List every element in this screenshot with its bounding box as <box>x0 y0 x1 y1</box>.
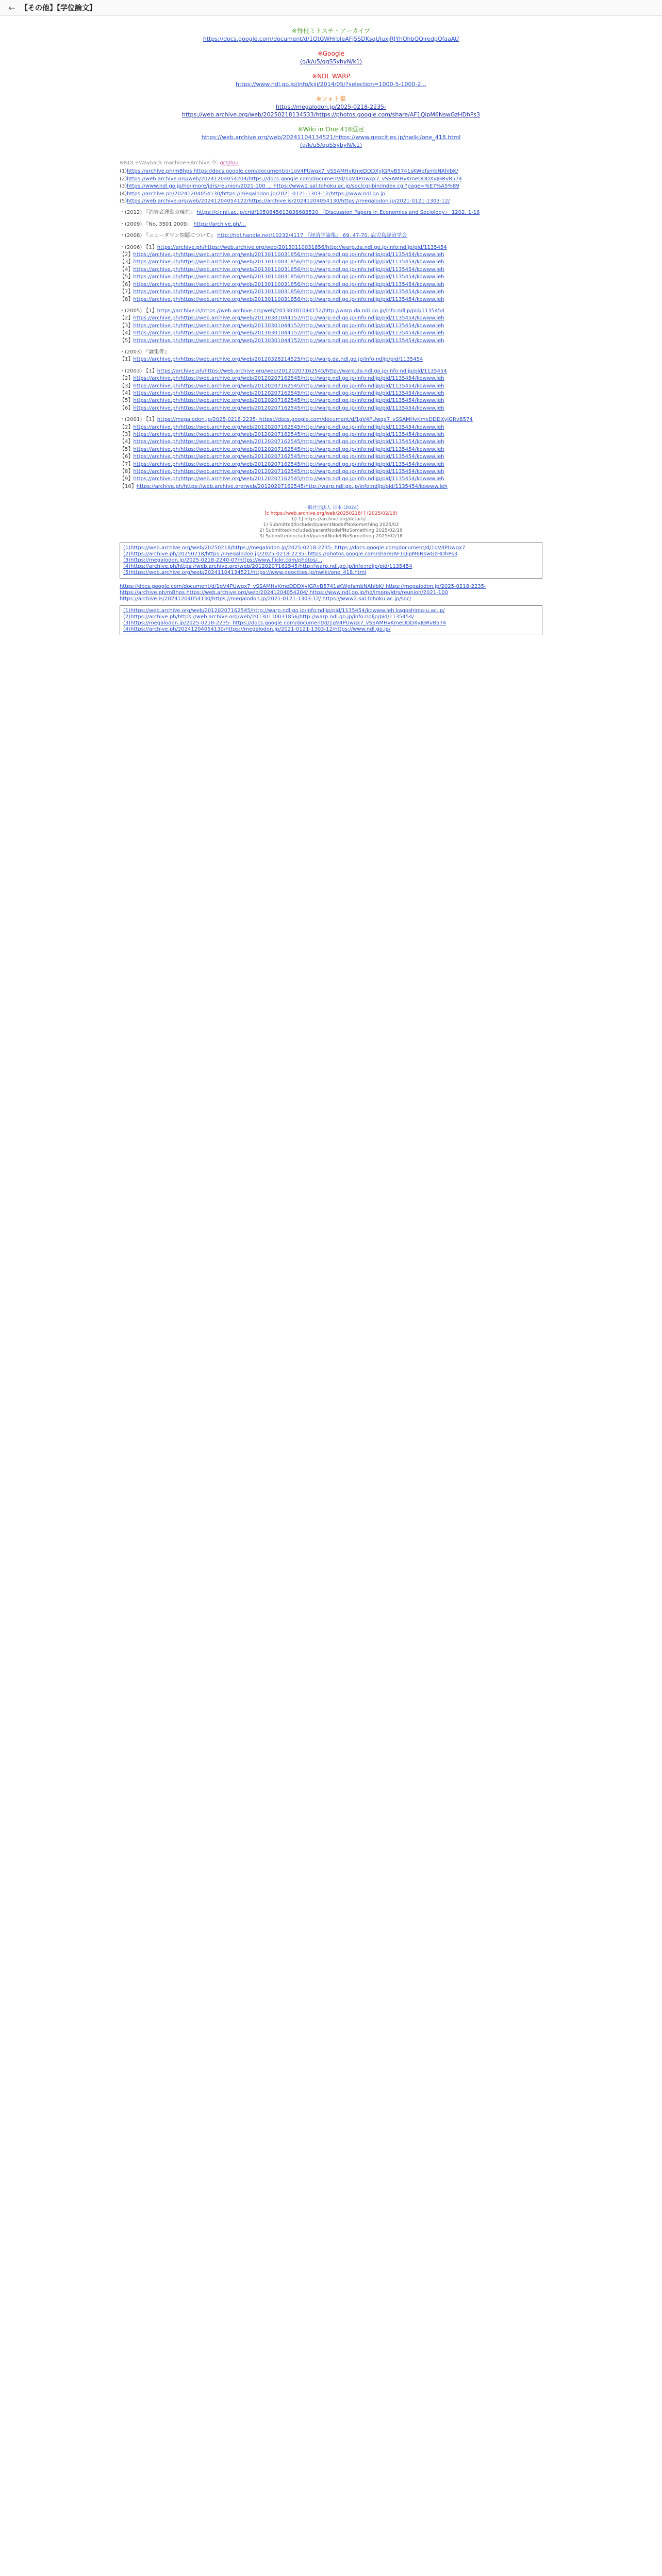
entry-label: 【8】 <box>120 469 134 475</box>
entry-line <box>120 425 542 431</box>
reference-lines <box>120 511 542 539</box>
entry-label: 【4】 <box>120 266 134 273</box>
entry-label: ・(2005) 【1】 <box>120 308 157 314</box>
entry-link[interactable]: https://archive.ph/https://web.archive.org/web/20120207162545/http://warp.ndl.go.jp/info:ndljp/pid/1135454/kowww.leh <box>133 390 444 396</box>
entry-line <box>120 454 542 460</box>
entry-label: 【4】 <box>120 439 134 445</box>
entry-link[interactable]: https://archive.ph/https://web.archive.org/web/20120207162545/http://warp.ndl.go.jp/info:ndljp/pid/1135454/kowww.leh <box>133 454 444 460</box>
reference-line: 3) Submitted/included/parentNodeIfNoSomething 2025/02/18 <box>259 534 403 539</box>
top-section-heading: ※NDL WARP <box>312 73 350 80</box>
entry-label: (2) <box>120 176 127 182</box>
page-content <box>120 16 542 635</box>
archive-line-link[interactable]: gcs/h/u <box>220 160 239 166</box>
entry-link[interactable]: https://archive.ph/https://web.archive.org/web/20120207162545/http://warp.ndl.go.jp/info:ndljp/pid/1135454/kowww.leh <box>133 424 444 430</box>
entry-link[interactable]: https://web.archive.org/web/20241204054204/https://docs.google.com/document/d/1gV4PUwqx7_vSSAMHvKmeDDDXyJGRvB574 <box>127 176 462 182</box>
entry-link[interactable]: https://archive.ph/https://web.archive.org/web/20130110031856/http://warp.ndl.go.jp/info:ndljp/pid/1135454/kowww.leh <box>133 252 444 258</box>
entry-line <box>120 383 542 389</box>
entry-label: ・(2001) 【1】 <box>120 417 157 423</box>
link-blurb <box>120 584 542 602</box>
back-arrow-icon[interactable]: ← <box>8 3 15 13</box>
entry-label: 【2】 <box>120 424 134 430</box>
bottom-box-link[interactable]: (1)https://web.archive.org/web/20120207162545/http://warp.ndl.go.jp/info:ndljp/pid/1135454/kowww.leh.kagoshima-u.ac.jp/ <box>123 608 445 614</box>
page-title: 【その他】【学位論文】 <box>21 4 96 12</box>
entry-link[interactable]: https://cir.nii.ac.jp/crid/1050845613838683520 『Discussion Papers in Economics and Sociology』 1202. 1-16 <box>196 210 480 216</box>
top-section <box>120 95 542 118</box>
entry-line <box>120 245 542 251</box>
entry-link[interactable]: https://archive.ph/https://web.archive.org/web/20120207162545/http://warp.ndl.go.jp/info:ndljp/pid/1135454/kowww.leh <box>133 398 444 404</box>
entry-link[interactable]: https://archive.ph/https://web.archive.org/web/20120207162545/http://warp.ndl.go.jp/info:ndljp/pid/1135454/kowww.leh <box>133 405 444 411</box>
entry-label: 【6】 <box>120 454 134 460</box>
entry-line <box>120 222 542 228</box>
top-section-link[interactable]: https://web.archive.org/web/20250218134533/https://photos.google.com/share/AF1QipM6NswGzHDhPs3 <box>181 111 481 118</box>
entry-label: 【3】 <box>120 432 134 437</box>
entry-link[interactable]: https://web.archive.org/web/20241204054122/https://archive.is/20241204054130/https://megalodon.jp/2021-0121-1303-12/ <box>127 198 450 205</box>
entry-link[interactable]: https://archive.is/https://web.archive.org/web/20130301044152/http://warp.da.ndl.go.jp/info:ndljp/pid/1135454 <box>157 308 445 314</box>
entry-label: 【3】 <box>120 383 134 389</box>
entry-line <box>120 210 542 216</box>
blurb-link[interactable]: https://archive.is/20241204054130/https://megalodon.jp/2021-0121-1303-12/ https://www2.sal.tohoku.ac.jp/soc/ <box>120 596 411 602</box>
link-box <box>120 543 542 579</box>
entry-list <box>120 168 542 490</box>
blurb-link[interactable]: https://docs.google.com/document/d/1gV4PUwqx7_vSSAMHvKmeDDDXyJGRvB5741sKWgfsmbNAhIbK/ https://megalodon.jp/2025-0218-2235- <box>120 584 486 590</box>
reference-line: [c https://web.archive.org/web/20250218/ ] (2025/02/18) <box>264 511 398 517</box>
entry-link[interactable]: https://archive.ph/https://web.archive.org/web/20120328214525/http://warp.da.ndl.go.jp/info:ndljp/pid/1135454 <box>133 357 423 363</box>
entry-label: ・(2003) 【1】 <box>120 368 157 374</box>
top-section-heading: ※フォト集 <box>316 95 346 103</box>
entry-line <box>120 368 542 375</box>
entry-line <box>120 191 542 197</box>
entry-label: 【2】 <box>120 252 134 258</box>
top-section-link[interactable]: https://megalodon.jp/2025-0218-2235- <box>275 104 387 110</box>
entry-label: 【4】 <box>120 390 134 396</box>
entry-line <box>120 376 542 382</box>
entry-link[interactable]: https://archive.ph/https://web.archive.org/web/20120207162545/http://warp.ndl.go.jp/info:ndljp/pid/1135454/kowww.leh <box>136 483 448 489</box>
entry-line <box>120 267 542 273</box>
entry-label: 【1】 <box>120 357 134 363</box>
entry-link[interactable]: https://archive.ph/https://web.archive.org/web/20130110031856/http://warp.ndl.go.jp/info:ndljp/pid/1135454/kowww.leh <box>133 296 444 302</box>
entry-label: 【2】 <box>120 376 134 382</box>
bottom-link-box <box>120 605 542 635</box>
top-section-heading: ※脊柱ミトスチ・アーカイブ <box>291 27 371 35</box>
entry-link[interactable]: https://archive.ph/https://web.archive.org/web/20120207162545/http://warp.ndl.go.jp/info:ndljp/pid/1135454/kowww.leh <box>133 446 444 452</box>
entry-label: 【2】 <box>120 315 134 321</box>
entry-label: 【5】 <box>120 337 134 344</box>
entry-line <box>120 282 542 288</box>
entry-link[interactable]: https://archive.ph/https://web.archive.org/web/20120207162545/http://warp.da.ndl.go.jp/info:ndljp/pid/1135454 <box>157 368 447 374</box>
entry-link[interactable]: https://archive.ph/mBhps https://docs.google.com/document/d/1gV4PUwqx7_vSSAMHvKmeDDDXyJGRvB5741sKWgfsmbNAhIbK/ <box>127 168 458 175</box>
entry-label: ・(2008) 『ニュータウン問題について』 <box>120 233 218 239</box>
entry-label: 【3】 <box>120 259 134 265</box>
blurb-link[interactable]: https://archive.ph/mBhps https://web.archive.org/web/20241204054204/ https://www.ndl.go.jp/ho/jmore/jdrs/reunion/2021-100 <box>120 590 448 596</box>
entry-label: (5) <box>120 198 127 205</box>
top-bar <box>0 0 662 16</box>
entry-link[interactable]: https://archive.ph/... <box>193 221 246 227</box>
entry-line <box>120 447 542 453</box>
bottom-box-link[interactable]: (4)https://archive.ph/20241204054130/https://megalodon.jp/2021-0121-1303-12/https://www.ndl.go.jp/ <box>123 626 391 633</box>
top-section <box>120 27 542 43</box>
reference-line: (i) 1] https://archive.org/details/... <box>291 517 371 522</box>
entry-link[interactable]: https://archive.ph/https://web.archive.org/web/20120207162545/http://warp.ndl.go.jp/info:ndljp/pid/1135454/kowww.leh <box>133 439 444 445</box>
archive-line-prefix: ※NDL+Wayback machine+Archive.今: <box>120 160 220 166</box>
entry-line <box>120 259 542 265</box>
entry-label: 【8】 <box>120 296 134 302</box>
entry-link[interactable]: https://archive.ph/https://web.archive.org/web/20120207162545/http://warp.ndl.go.jp/info:ndljp/pid/1135454/kowww.leh <box>133 461 444 467</box>
entry-line <box>120 357 542 363</box>
bottom-box-link[interactable]: (3)https://megalodon.jp/2025-0218-2235- https://docs.google.com/document/d/1gV4PUwqx7_vSSAMHvKmeDDDXyJGRvB574 <box>123 620 446 626</box>
reference-line: 1) Submitted/included/parentNodeIfNoSomething 2025/02 <box>263 522 399 528</box>
entry-link[interactable]: https://archive.ph/https://web.archive.org/web/20120207162545/http://warp.ndl.go.jp/info:ndljp/pid/1135454/kowww.leh <box>133 376 444 382</box>
entry-line <box>120 405 542 412</box>
entry-line <box>120 315 542 321</box>
top-section-heading: ※Wiki in One 418選定 <box>297 126 365 133</box>
entry-line <box>120 462 542 468</box>
entry-line <box>120 198 542 205</box>
top-sections <box>120 27 542 149</box>
box-link[interactable]: (1)https://web.archive.org/web/20250218/https://megalodon.jp/2025-0218-2235- https://docs.google.com/document/d/1gV4PUwqx7 <box>123 545 466 551</box>
entry-link[interactable]: https://archive.ph/https://web.archive.org/web/20130110031856/http://warp.ndl.go.jp/info:ndljp/pid/1135454/kowww.leh <box>133 281 444 287</box>
entry-line <box>120 398 542 404</box>
entry-line <box>120 289 542 295</box>
entry-label: ・(2012) 『消費者運動の現在』 <box>120 210 197 216</box>
entry-line <box>120 308 542 314</box>
top-section-link[interactable]: (g/k/u5/qqS5ybyN/k1) <box>300 142 362 148</box>
entry-line <box>120 274 542 280</box>
entry-label: 【3】 <box>120 323 134 329</box>
entry-line <box>120 476 542 482</box>
reference-title: 一般社団法人 日本 (2024) <box>303 505 359 511</box>
entry-label: 【10】 <box>120 483 137 489</box>
entry-line <box>120 338 542 344</box>
entry-line <box>120 417 542 423</box>
entry-label: 【6】 <box>120 405 134 411</box>
entry-line <box>120 323 542 329</box>
entry-line <box>120 297 542 303</box>
entry-label: ・(2006) 【1】 <box>120 244 157 250</box>
box-link[interactable]: (4)https://archive.ph/https://web.archive.org/web/20120207162545/http://warp.ndl.go.jp/info:ndljp/pid/1135454 <box>123 564 412 570</box>
entry-label: 【7】 <box>120 461 134 467</box>
entry-line <box>120 469 542 475</box>
entry-line <box>120 439 542 445</box>
entry-label: 【5】 <box>120 398 134 404</box>
top-section-link[interactable]: https://docs.google.com/document/d/1QtGWHrbIeAFJ5SDKsqUluxjRJYhOhbQQiredpQfaaAt/ <box>203 36 459 42</box>
entry-line <box>120 176 542 182</box>
entry-link[interactable]: https://archive.ph/https://web.archive.org/web/20130301044152/http://warp.ndl.go.jp/info:ndljp/pid/1135454/kowww.leh <box>133 323 444 329</box>
entry-line: ・(2003) 『論集等』 <box>120 349 170 355</box>
entry-link[interactable]: https://archive.ph/https://web.archive.org/web/20130110031856/http://warp.ndl.go.jp/info:ndljp/pid/1135454/kowww.leh <box>133 274 444 280</box>
entry-label: (1) <box>120 168 127 175</box>
top-section <box>120 126 542 149</box>
entry-line <box>120 484 542 490</box>
entry-link[interactable]: https://archive.ph/https://web.archive.org/web/20130110031856/http://warp.ndl.go.jp/info:ndljp/pid/1135454/kowww.leh <box>133 289 444 295</box>
top-section <box>120 73 542 88</box>
entry-line <box>120 252 542 258</box>
entry-label: (4) <box>120 191 127 197</box>
top-section-heading: ※Google <box>317 50 345 57</box>
entry-link[interactable]: https://archive.ph/https://web.archive.org/web/20130110031856/http://warp.da.ndl.go.jp/info:ndljp/pid/1135454 <box>157 244 447 250</box>
box-link[interactable]: (5)https://web.archive.org/web/20241104134521/https://www.geocities.jp/nwiki/one_418.html <box>123 570 367 576</box>
entry-link[interactable]: https://archive.ph/https://web.archive.org/web/20120207162545/http://warp.ndl.go.jp/info:ndljp/pid/1135454/kowww.leh <box>133 476 444 482</box>
entry-link[interactable]: https://archive.ph/20241204054130/https://megalodon.jp/2021-0121-1303-12/https://www.ndl.go.jp <box>127 191 386 197</box>
entry-link[interactable]: http://hdl.handle.net/10232/4117 『経済学論集』 69. 47-70. 鹿児島経済学会 <box>217 233 407 239</box>
entry-label: 【6】 <box>120 281 134 287</box>
top-section-link[interactable]: (g/k/u5/qqS5ybyN/k1) <box>300 58 362 65</box>
top-section-link[interactable]: https://www.ndl.go.jp/info/kiji/2014/05/?selection=1000-5-1000-2... <box>235 81 427 88</box>
entry-line <box>120 330 542 336</box>
entry-line <box>120 233 542 239</box>
entry-label: 【4】 <box>120 330 134 336</box>
reference-block <box>120 505 542 539</box>
entry-label: 【9】 <box>120 476 134 482</box>
entry-link[interactable]: https://archive.ph/https://web.archive.org/web/20120207162545/http://warp.ndl.go.jp/info:ndljp/pid/1135454/kowww.leh <box>133 469 444 475</box>
entry-label: 【7】 <box>120 289 134 295</box>
entry-link[interactable]: https://archive.ph/https://web.archive.org/web/20130301044152/http://warp.ndl.go.jp/info:ndljp/pid/1135454/kowww.leh <box>133 337 444 344</box>
entry-link[interactable]: https://archive.ph/https://web.archive.org/web/20130301044152/http://warp.ndl.go.jp/info:ndljp/pid/1135454/kowww.leh <box>133 315 444 321</box>
entry-label: ・(2009) 『No. 3501 2009』 <box>120 221 194 227</box>
entry-line <box>120 168 542 175</box>
document-body <box>120 160 542 490</box>
entry-label: 【5】 <box>120 274 134 280</box>
entry-link[interactable]: https://archive.ph/https://web.archive.org/web/20120207162545/http://warp.ndl.go.jp/info:ndljp/pid/1135454/kowww.leh <box>133 383 444 389</box>
top-section-link[interactable]: https://web.archive.org/web/20241104134521/https://www.geocities.jp/nwiki/one_418.html <box>201 134 461 141</box>
entry-label: 【5】 <box>120 446 134 452</box>
entry-link[interactable]: https://archive.ph/https://web.archive.org/web/20130301044152/http://warp.ndl.go.jp/info:ndljp/pid/1135454/kowww.leh <box>133 330 444 336</box>
entry-link[interactable]: https://archive.ph/https://web.archive.org/web/20130110031856/http://warp.ndl.go.jp/info:ndljp/pid/1135454/kowww.leh <box>133 266 444 273</box>
box-link[interactable]: (3)https://megalodon.jp/2025-0218-2240-07/https://www.flickr.com/photos/... <box>123 557 323 564</box>
entry-line <box>120 183 542 190</box>
entry-line <box>120 432 542 438</box>
entry-link[interactable]: https://www.ndl.go.jp/ho/jmore/jdrs/reunion/2021-100 ... https://www2.sal.tohoku.ac.jp/soc/cgi-bin/index.cgi?page=%E7%A5%89 <box>127 183 459 190</box>
entry-label: (3) <box>120 183 127 190</box>
box-link[interactable]: (2)https://archive.ph/20250218/https://megalodon.jp/2025-0218-2235- https://photos.google.com/share/AF1QipM6NswGzHDhPs3 <box>123 551 457 557</box>
reference-line: 2) Submitted/included/parentNodeIfNoSomething 2025/02/18 <box>259 528 403 534</box>
top-section <box>120 50 542 65</box>
bottom-box-link[interactable]: (2)https://archive.ph/https://web.archive.org/web/20130110031856/http://warp.ndl.go.jp/info:ndljp/pid/1135454/ <box>123 614 414 620</box>
entry-link[interactable]: https://megalodon.jp/2025-0218-2235- https://docs.google.com/document/d/1gV4PUwqx7_vSSAMHvKmeDDDXyJGRvB574 <box>157 417 473 423</box>
entry-line <box>120 391 542 397</box>
entry-link[interactable]: https://archive.ph/https://web.archive.org/web/20120207162545/http://warp.ndl.go.jp/info:ndljp/pid/1135454/kowww.leh <box>133 432 444 437</box>
archive-line <box>120 160 542 166</box>
entry-link[interactable]: https://archive.ph/https://web.archive.org/web/20130110031856/http://warp.ndl.go.jp/info:ndljp/pid/1135454/kowww.leh <box>133 259 444 265</box>
